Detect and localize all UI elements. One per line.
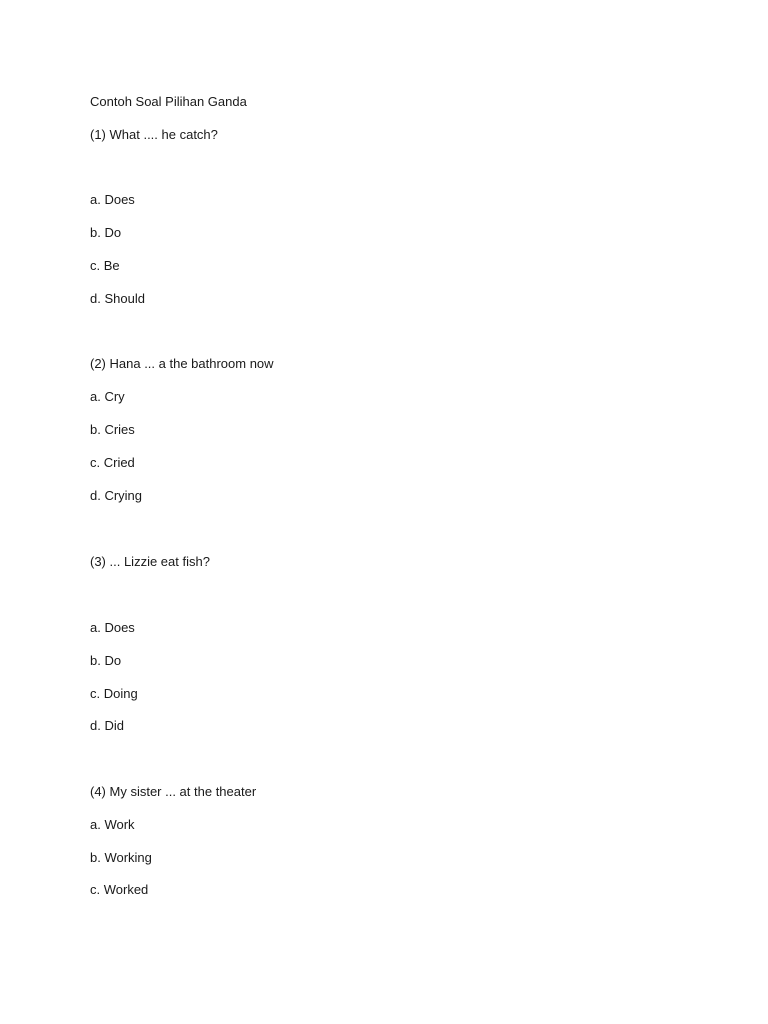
question-2-option-d: d. Crying xyxy=(90,488,143,503)
question-2-option-a: a. Cry xyxy=(90,389,125,404)
question-4-option-c: c. Worked xyxy=(90,882,149,897)
question-3-option-b: b. Do xyxy=(90,653,122,668)
question-2-option-c: c. Cried xyxy=(90,455,135,470)
question-2: (2) Hana ... a the bathroom now xyxy=(90,356,274,371)
question-4: (4) My sister ... at the theater xyxy=(90,784,257,799)
document-title: Contoh Soal Pilihan Ganda xyxy=(90,94,247,109)
question-1-option-c: c. Be xyxy=(90,258,120,273)
question-1-option-d: d. Should xyxy=(90,291,145,306)
question-3-option-d: d. Did xyxy=(90,718,124,733)
question-3-option-a: a. Does xyxy=(90,620,135,635)
question-1: (1) What .... he catch? xyxy=(90,127,218,142)
question-4-option-a: a. Work xyxy=(90,817,135,832)
question-3-option-c: c. Doing xyxy=(90,686,138,701)
question-2-option-b: b. Cries xyxy=(90,422,135,437)
question-1-option-a: a. Does xyxy=(90,192,135,207)
question-3: (3) ... Lizzie eat fish? xyxy=(90,554,210,569)
question-1-option-b: b. Do xyxy=(90,225,122,240)
question-4-option-b: b. Working xyxy=(90,850,152,865)
